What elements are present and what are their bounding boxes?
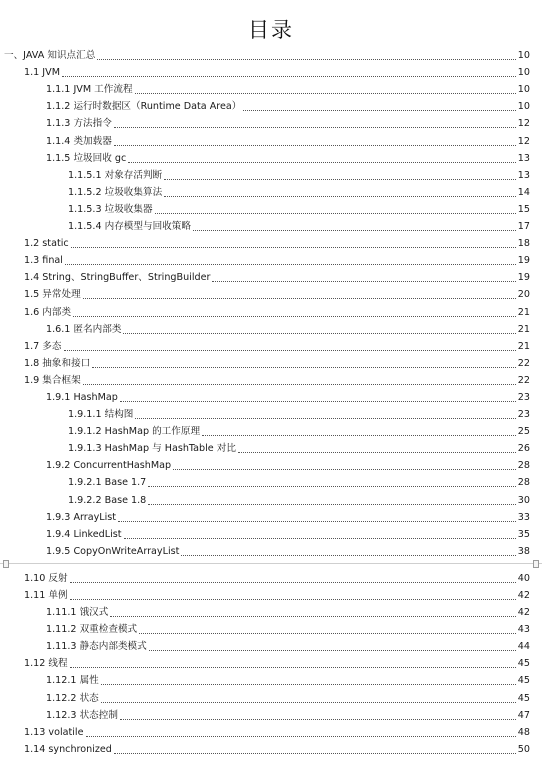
toc-entry[interactable] (0, 217, 542, 234)
toc-entry-label: 1.9 集合框架 (24, 374, 81, 386)
toc-entry-page-number: 44 (517, 641, 530, 653)
dot-leader (148, 504, 515, 505)
dot-leader (86, 736, 516, 737)
dot-leader (135, 93, 516, 94)
toc-entry[interactable] (0, 508, 542, 525)
toc-entry-page-number: 45 (517, 675, 530, 687)
toc-entry-label: 1.12.2 状态 (46, 692, 99, 704)
dot-leader (62, 76, 516, 77)
dot-leader (202, 435, 516, 436)
toc-entry[interactable] (0, 149, 542, 166)
toc-entry[interactable] (0, 723, 542, 740)
toc-entry-page-number: 21 (517, 306, 530, 318)
toc-entry-page-number: 10 (517, 101, 530, 113)
toc-entry-page-number: 23 (517, 391, 530, 403)
toc-entry-label: 1.11.1 饿汉式 (46, 607, 109, 619)
toc-entry[interactable] (0, 371, 542, 388)
toc-entry-label: 1.4 String、StringBuffer、StringBuilder (24, 272, 211, 284)
toc-entry-page-number: 45 (517, 692, 530, 704)
toc-entry-label: 1.12.3 状态控制 (46, 709, 118, 721)
toc-entry-label: 1.1.2 运行时数据区（Runtime Data Area） (46, 101, 242, 113)
dot-leader (114, 127, 516, 128)
toc-entry-label: 1.9.3 ArrayList (46, 511, 117, 523)
toc-entry[interactable] (0, 97, 542, 114)
toc-entry-page-number: 28 (517, 460, 530, 472)
dot-leader (83, 384, 516, 385)
toc-entry-label: 1.7 多态 (24, 340, 62, 352)
dot-leader (212, 281, 515, 282)
toc-entry-page-number: 26 (517, 443, 530, 455)
page-title: 目录 (248, 18, 294, 42)
toc-entry-page-number: 19 (517, 255, 530, 267)
toc-entry-page-number: 23 (517, 409, 530, 421)
toc-entry-label: 1.9.1.3 HashMap 与 HashTable 对比 (68, 443, 236, 455)
toc-entry[interactable] (0, 620, 542, 637)
toc-entry[interactable] (0, 131, 542, 148)
toc-entry-page-number: 20 (517, 289, 530, 301)
toc-entry[interactable] (0, 251, 542, 268)
toc-entry[interactable] (0, 603, 542, 620)
toc-entry[interactable] (0, 285, 542, 302)
toc-entry-label: 1.5 异常处理 (24, 289, 81, 301)
toc-entry-label: 1.14 synchronized (24, 743, 112, 755)
toc-entry-label: 1.3 final (24, 255, 63, 267)
toc-entry[interactable] (0, 456, 542, 473)
toc-entry-label: 1.1.4 类加载器 (46, 135, 112, 147)
toc-entry-page-number: 13 (517, 169, 530, 181)
dot-leader (65, 264, 516, 265)
dot-leader (149, 650, 516, 651)
dot-leader (71, 247, 516, 248)
dot-leader (70, 667, 516, 668)
dot-leader (135, 418, 515, 419)
toc-entry-label: 1.12 线程 (24, 658, 68, 670)
ruler-marker-left (3, 560, 9, 568)
toc-entry-page-number: 13 (517, 152, 530, 164)
toc-entry[interactable] (0, 268, 542, 285)
dot-leader (238, 452, 516, 453)
toc-entry-label: 1.13 volatile (24, 726, 84, 738)
toc-entry-label: 1.1 JVM (24, 67, 60, 79)
toc-entry[interactable] (0, 490, 542, 507)
toc-entry-page-number: 12 (517, 135, 530, 147)
dot-leader (181, 555, 515, 556)
toc-entry-page-number: 40 (517, 572, 530, 584)
dot-leader (73, 316, 516, 317)
toc-entry-page-number: 33 (517, 511, 530, 523)
toc-entry[interactable] (0, 80, 542, 97)
toc-entry-page-number: 21 (517, 340, 530, 352)
toc-entry[interactable] (0, 542, 542, 559)
toc-entry-page-number: 45 (517, 658, 530, 670)
toc-entry[interactable] (0, 439, 542, 456)
toc-entry[interactable] (0, 405, 542, 422)
toc-entry-label: 1.9.2.2 Base 1.8 (68, 494, 147, 506)
page-break-line (0, 563, 542, 565)
toc-entry-page-number: 42 (517, 590, 530, 601)
toc-entry-page-number: 35 (517, 528, 530, 540)
toc-entry-label: 1.1.5 垃圾回收 gc (46, 152, 127, 164)
toc-entry-label: 一、JAVA 知识点汇总 (4, 50, 96, 62)
toc-entry-page-number: 22 (517, 374, 530, 386)
toc-entry-page-number: 30 (517, 494, 530, 506)
toc-entry-label: 1.6.1 匿名内部类 (46, 323, 122, 335)
dot-leader (101, 702, 516, 703)
toc-entry-page-number: 28 (517, 477, 530, 489)
dot-leader (97, 59, 515, 60)
toc-entry[interactable] (0, 688, 542, 705)
dot-leader (83, 298, 516, 299)
toc-entry-label: 1.11.2 双重检查模式 (46, 624, 138, 636)
dot-leader (123, 333, 515, 334)
ruler-marker-right (533, 560, 539, 568)
toc-entry-page-number: 14 (517, 186, 530, 198)
toc-entry-page-number: 42 (517, 607, 530, 619)
toc-entry[interactable] (0, 183, 542, 200)
toc-entry-label: 1.2 static (24, 238, 69, 250)
toc-entry[interactable] (0, 569, 542, 586)
toc-entry[interactable] (0, 525, 542, 542)
toc-entry[interactable] (0, 586, 542, 603)
toc-entry-page-number: 12 (517, 118, 530, 130)
toc-entry-label: 1.9.2.1 Base 1.7 (68, 477, 147, 489)
toc-entry-label: 1.9.5 CopyOnWriteArrayList (46, 545, 180, 557)
table-of-contents (0, 46, 542, 757)
dot-leader (164, 179, 516, 180)
toc-entry-label: 1.1.5.1 对象存活判断 (68, 169, 163, 181)
toc-entry-label: 1.1.5.4 内存模型与回收策略 (68, 221, 191, 233)
toc-entry[interactable] (0, 473, 542, 490)
dot-leader (128, 162, 516, 163)
toc-entry-page-number: 48 (517, 726, 530, 738)
toc-entry[interactable] (0, 46, 542, 63)
toc-entry[interactable] (0, 63, 542, 80)
toc-entry-label: 1.1.5.3 垃圾收集器 (68, 203, 153, 215)
toc-entry[interactable] (0, 654, 542, 671)
dot-leader (118, 521, 516, 522)
dot-leader (101, 684, 516, 685)
toc-entry-label: 1.9.1 HashMap (46, 391, 118, 403)
toc-entry-page-number: 22 (517, 357, 530, 369)
dot-leader (64, 350, 516, 351)
toc-entry-page-number: 15 (517, 203, 530, 215)
toc-entry-label: 1.9.4 LinkedList (46, 528, 122, 540)
toc-entry-label: 1.1.5.2 垃圾收集算法 (68, 186, 163, 198)
toc-entry[interactable] (0, 320, 542, 337)
dot-leader (164, 196, 516, 197)
toc-entry[interactable] (0, 671, 542, 688)
dot-leader (70, 599, 516, 600)
toc-entry-page-number: 10 (517, 67, 530, 79)
toc-entry-label: 1.9.2 ConcurrentHashMap (46, 460, 172, 472)
toc-entry-label: 1.6 内部类 (24, 306, 72, 318)
toc-entry-label: 1.1.1 JVM 工作流程 (46, 84, 133, 96)
dot-leader (70, 582, 516, 583)
toc-entry-page-number: 21 (517, 323, 530, 335)
toc-entry-label: 1.9.1.2 HashMap 的工作原理 (68, 426, 201, 438)
toc-entry-page-number: 43 (517, 624, 530, 636)
toc-entry-page-number: 10 (517, 84, 530, 96)
toc-entry[interactable] (0, 354, 542, 371)
toc-entry[interactable] (0, 706, 542, 723)
toc-entry-label: 1.10 反射 (24, 572, 68, 584)
dot-leader (114, 145, 516, 146)
toc-entry-label: 1.1.3 方法指令 (46, 118, 112, 130)
dot-leader (155, 213, 516, 214)
toc-entry[interactable] (0, 337, 542, 354)
toc-entry-page-number: 18 (517, 238, 530, 250)
toc-entry-label: 1.9.1.1 结构图 (68, 409, 134, 421)
dot-leader (92, 367, 516, 368)
dot-leader (120, 719, 516, 720)
toc-entry[interactable] (0, 234, 542, 251)
toc-entry-page-number: 19 (517, 272, 530, 284)
toc-entry[interactable] (0, 302, 542, 319)
toc-entry-page-number: 10 (517, 50, 530, 62)
page-break (0, 559, 542, 569)
toc-entry-label: 1.12.1 属性 (46, 675, 99, 687)
toc-entry-page-number: 50 (517, 743, 530, 755)
toc-entry[interactable] (0, 740, 542, 757)
toc-entry-label: 1.11.3 静态内部类模式 (46, 641, 147, 653)
dot-leader (120, 401, 516, 402)
toc-section-upper (0, 46, 542, 559)
toc-entry[interactable] (0, 166, 542, 183)
dot-leader (148, 486, 515, 487)
toc-entry-label: 1.11 单例 (24, 590, 68, 601)
toc-section-lower (0, 569, 542, 757)
toc-entry-page-number: 25 (517, 426, 530, 438)
toc-entry[interactable] (0, 637, 542, 654)
dot-leader (110, 616, 515, 617)
dot-leader (173, 469, 516, 470)
dot-leader (139, 633, 516, 634)
dot-leader (124, 538, 516, 539)
dot-leader (193, 230, 516, 231)
toc-entry-page-number: 17 (517, 221, 530, 233)
toc-entry-page-number: 47 (517, 709, 530, 721)
toc-entry-label: 1.8 抽象和接口 (24, 357, 91, 369)
toc-entry-page-number: 38 (517, 545, 530, 557)
toc-entry[interactable] (0, 422, 542, 439)
dot-leader (243, 110, 515, 111)
toc-entry[interactable] (0, 200, 542, 217)
toc-entry[interactable] (0, 388, 542, 405)
toc-entry[interactable] (0, 114, 542, 131)
